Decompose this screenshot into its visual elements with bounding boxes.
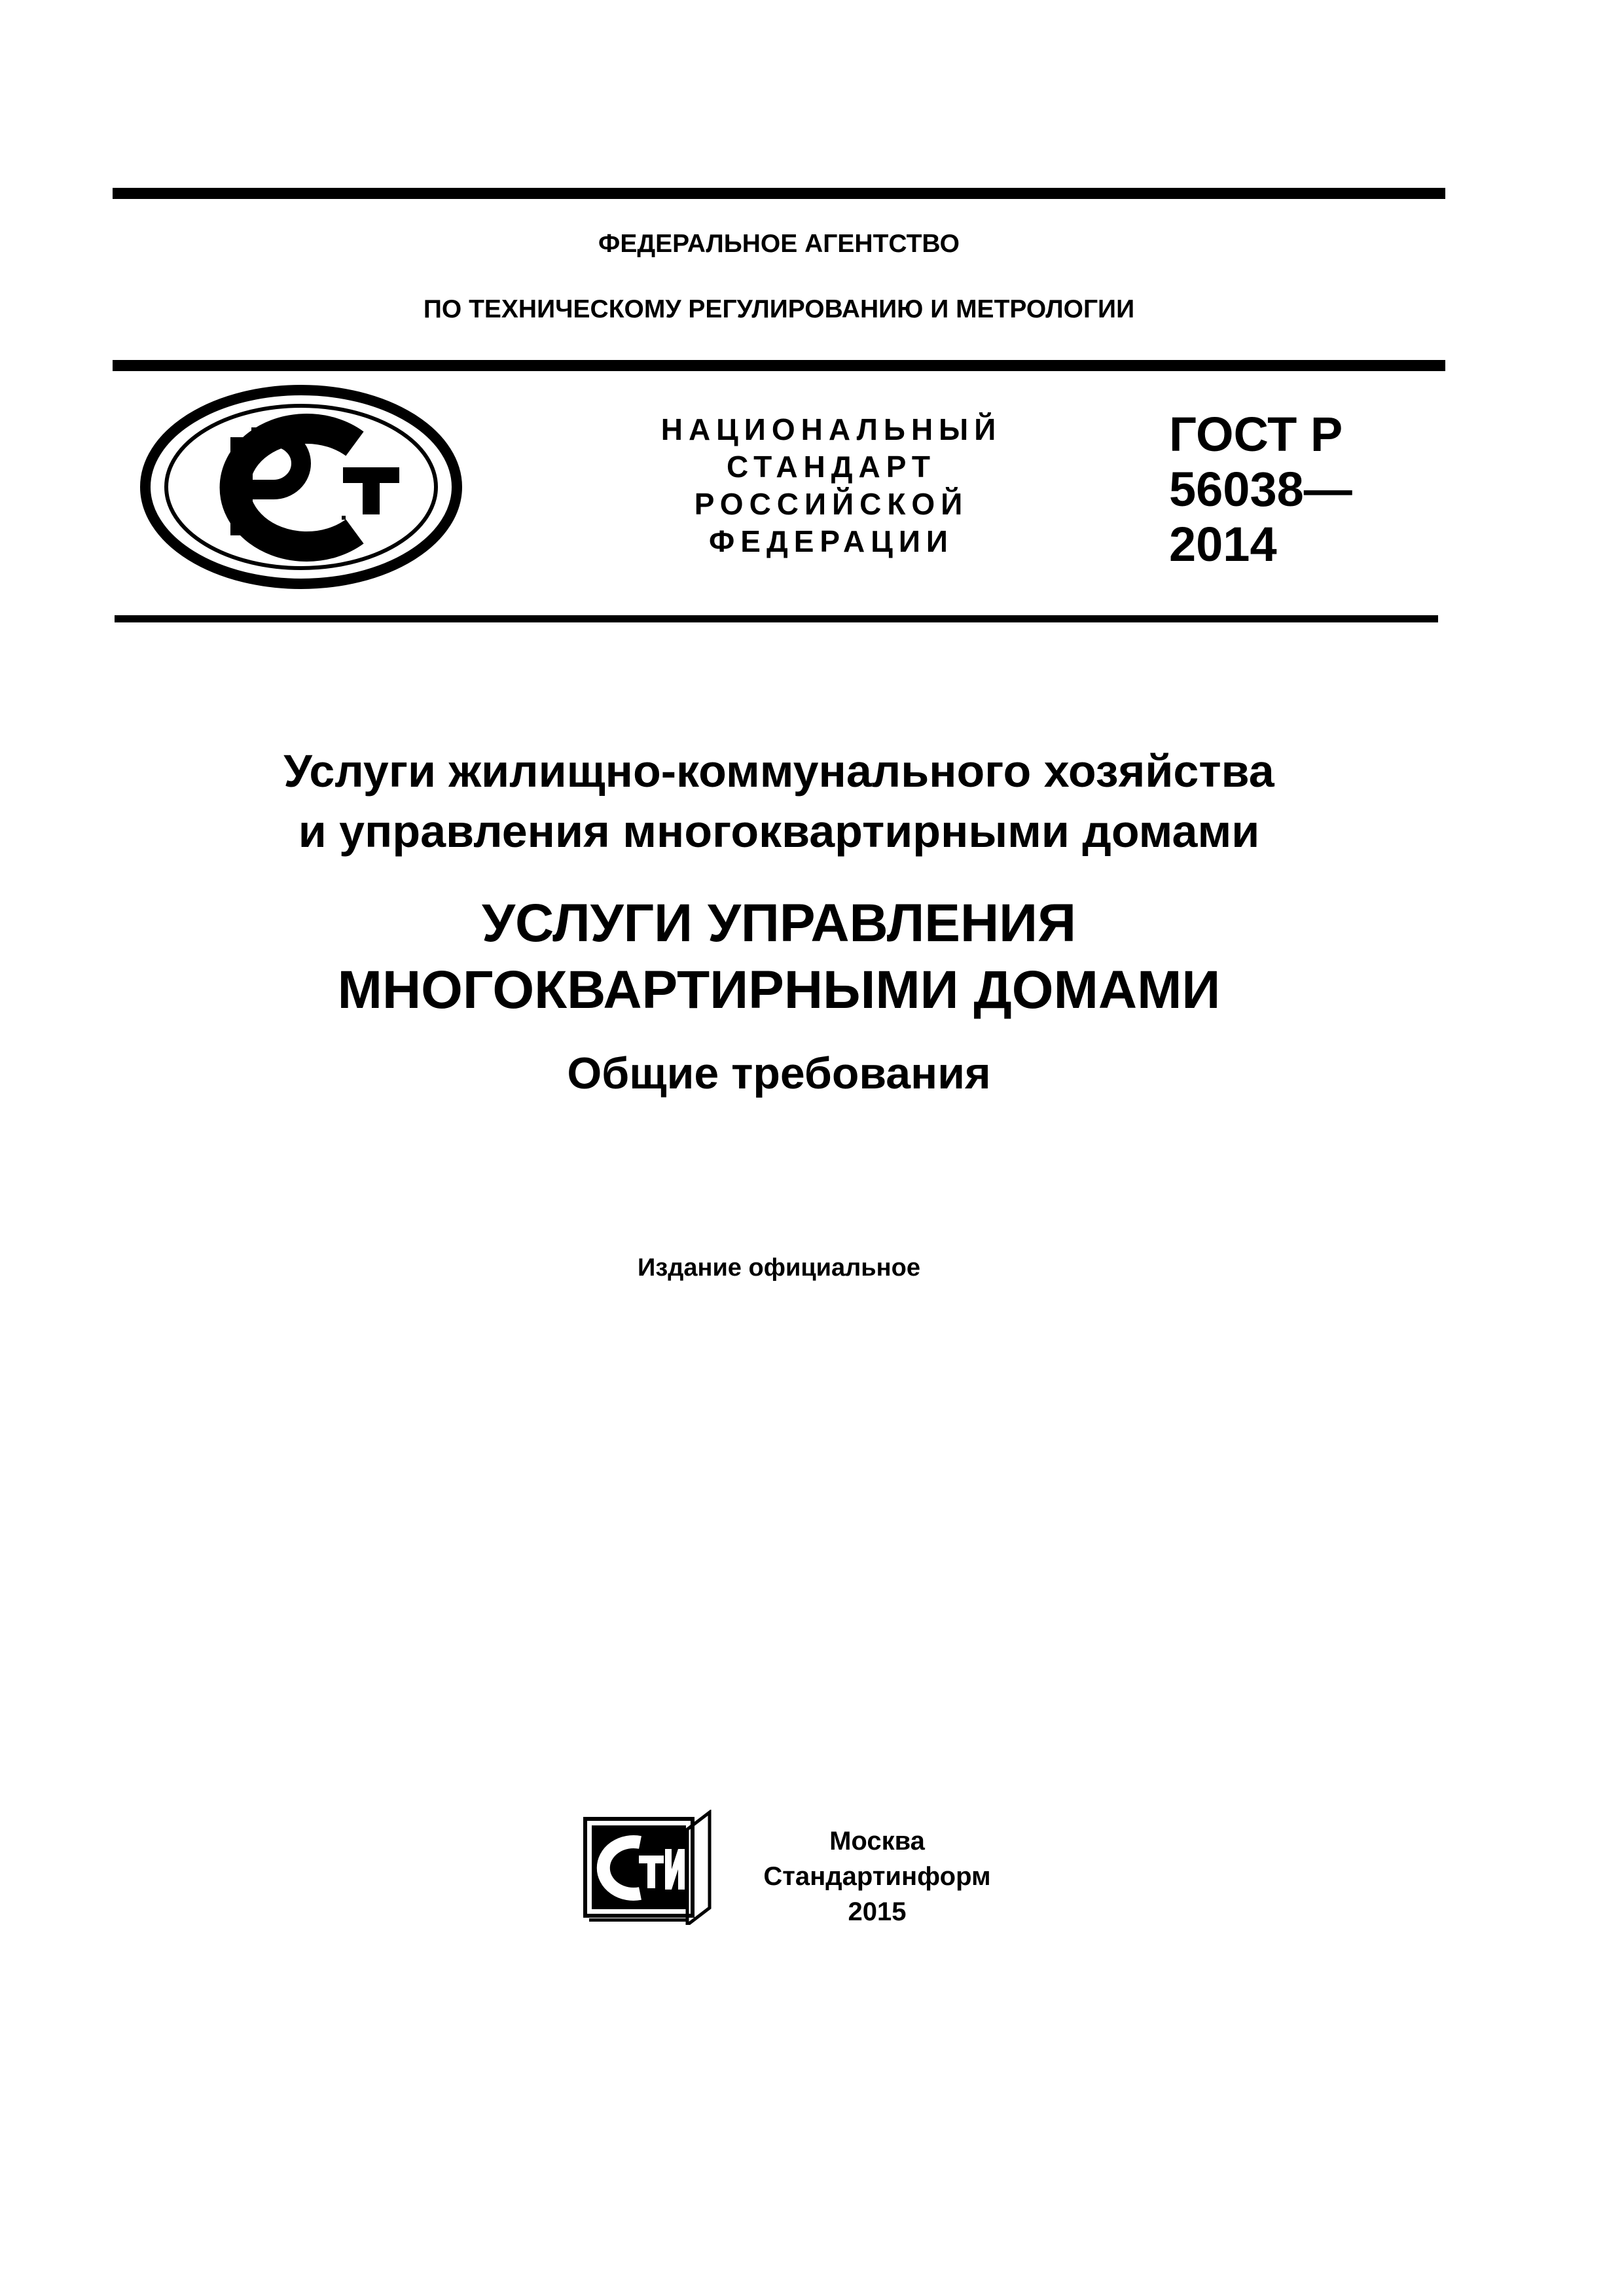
publisher-year: 2015 bbox=[848, 1897, 907, 1926]
middle-rule bbox=[113, 360, 1445, 371]
bottom-rule bbox=[115, 615, 1438, 622]
designation-line-3: 2014 bbox=[1169, 517, 1277, 571]
standard-type-line-3: РОССИЙСКОЙ bbox=[694, 487, 969, 521]
standard-type-line-1: НАЦИОНАЛЬНЫЙ bbox=[660, 412, 1002, 446]
standard-designation bbox=[1169, 407, 1352, 572]
title-group-line-2: и управления многоквартирными домами bbox=[298, 806, 1260, 857]
agency-line-1: ФЕДЕРАЛЬНОЕ АГЕНТСТВО bbox=[598, 230, 960, 258]
publisher-city: Москва bbox=[829, 1827, 925, 1856]
agency-line-2: ПО ТЕХНИЧЕСКОМУ РЕГУЛИРОВАНИЮ И МЕТРОЛОГИИ bbox=[423, 295, 1135, 323]
rst-certification-logo-icon bbox=[139, 384, 463, 590]
title-subtitle: Общие требования bbox=[567, 1049, 991, 1098]
standard-type-line-4: ФЕДЕРАЦИИ bbox=[709, 524, 954, 558]
publisher-name: Стандартинформ bbox=[763, 1862, 991, 1891]
publisher-block bbox=[713, 1823, 1041, 1929]
edition-label: Издание официальное bbox=[638, 1254, 920, 1282]
title-main-line-2: МНОГОКВАРТИРНЫМИ ДОМАМИ bbox=[337, 960, 1221, 1020]
standard-type-block bbox=[609, 411, 1054, 560]
standartinform-logo-icon bbox=[583, 1810, 713, 1925]
title-group-line-1: Услуги жилищно-коммунального хозяйства bbox=[283, 745, 1274, 797]
title-main-line-1: УСЛУГИ УПРАВЛЕНИЯ bbox=[481, 893, 1077, 953]
designation-line-2: 56038— bbox=[1169, 462, 1352, 516]
title-main bbox=[113, 890, 1445, 1024]
designation-line-1: ГОСТ Р bbox=[1169, 407, 1343, 461]
title-group bbox=[113, 741, 1445, 861]
standard-type-line-2: СТАНДАРТ bbox=[727, 450, 936, 484]
top-rule bbox=[113, 188, 1445, 199]
